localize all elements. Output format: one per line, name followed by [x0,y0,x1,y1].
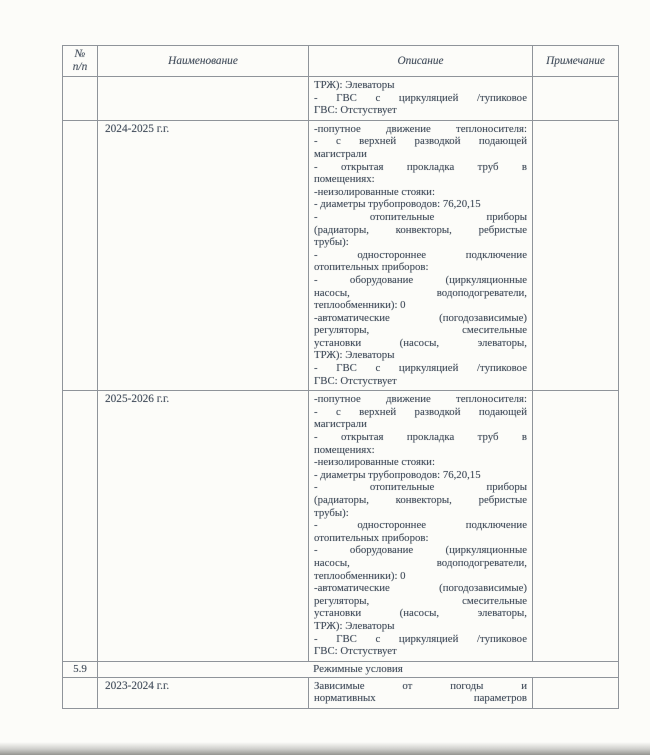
description-line: ТРЖ): Элеваторы [314,79,395,91]
row-number-cell [63,677,98,708]
description-line: - диаметры трубопроводов: 76,20,15 [314,468,481,481]
document-table [62,45,619,709]
description-line: насосы, водоподогреватели, [314,556,527,569]
header-note: Примечание [533,46,619,77]
description-line: ТРЖ): Элеваторы [314,349,395,362]
header-num [63,46,98,77]
description-line: ГВС: Отстуствует [314,645,397,658]
table-row [63,77,619,121]
name-cell: 2023-2024 г.г. [98,677,309,708]
description-line: - с верхней разводкой подающей [314,405,527,418]
section-row [63,661,619,677]
header-description: Описание [309,46,533,77]
name-cell: 2024-2025 г.г. [98,120,309,390]
header-name: Наименование [98,46,309,77]
description-cell [309,77,533,121]
header-num-line1: № [74,48,86,61]
row-number-cell [63,391,98,661]
description-line: - ГВС с циркуляцией /тупиковое [314,362,527,375]
description-line: трубы): [314,236,349,249]
description-line: помещениях: [314,443,375,456]
description-line: (радиаторы, конвекторы, ребристые [314,223,527,236]
table-row [63,120,619,390]
description-line: - ГВС с циркуляцией /тупиковое [314,632,527,645]
note-cell [533,391,619,661]
table-row [63,391,619,661]
description-line: -попутное движение теплоносителя: [314,122,527,135]
description-line: отопительных приборов: [314,261,429,274]
description-line: -попутное движение теплоносителя: [314,393,527,406]
description-line: отопительных приборов: [314,531,429,544]
row-number-cell [63,77,98,121]
description-line: установки (насосы, элеваторы, [314,336,527,349]
description-line: -автоматические (погодозависимые) [314,582,527,595]
description-line: теплообменники): 0 [314,299,406,312]
description-line: - одностороннее подключение [314,519,527,532]
note-cell [533,677,619,708]
description-line: трубы): [314,506,349,519]
description-line: -неизолированные стояки: [314,456,435,469]
scan-edge-shadow [0,742,650,755]
row-number-cell: 5.9 [63,661,98,677]
description-line: - отопительные приборы [314,481,527,494]
table-row [63,677,619,708]
description-line: магистрали [314,418,367,431]
description-line: - открытая прокладка труб в [314,160,527,173]
header-num-line2: п/п [72,61,88,73]
name-cell: 2025-2026 г.г. [98,391,309,661]
description-line: помещениях: [314,173,375,186]
description-line: регуляторы, смесительные [314,594,527,607]
row-number-cell [63,120,98,390]
description-line: нормативных параметров [314,692,527,705]
description-line: ТРЖ): Элеваторы [314,619,395,632]
description-line: - оборудование (циркуляционные [314,544,527,557]
description-line: -неизолированные стояки: [314,185,435,198]
description-line: магистрали [314,147,367,160]
note-cell [533,120,619,390]
table-header-row [63,46,619,77]
description-line: установки (насосы, элеваторы, [314,607,527,620]
description-line: - открытая прокладка труб в [314,431,527,444]
description-line: теплообменники): 0 [314,569,406,582]
description-line: Зависимые от погоды и [314,679,527,692]
description-line: - одностороннее подключение [314,248,527,261]
description-line: (радиаторы, конвекторы, ребристые [314,494,527,506]
description-line: регуляторы, смесительные [314,324,527,337]
note-cell [533,77,619,121]
description-line: - отопительные приборы [314,210,527,223]
description-line: - с верхней разводкой подающей [314,135,527,148]
name-cell [98,77,309,121]
section-title: Режимные условия [98,661,619,677]
description-cell [309,391,533,661]
description-line: ГВС: Отстуствует [314,104,397,117]
description-cell [309,677,533,708]
description-line: насосы, водоподогреватели, [314,286,527,299]
description-line: -автоматические (погодозависимые) [314,311,527,324]
description-cell [309,120,533,390]
description-line: - оборудование (циркуляционные [314,273,527,286]
description-line: - диаметры трубопроводов: 76,20,15 [314,198,481,211]
description-line: - ГВС с циркуляцией /тупиковое [314,91,527,104]
description-line: ГВС: Отстуствует [314,374,397,387]
